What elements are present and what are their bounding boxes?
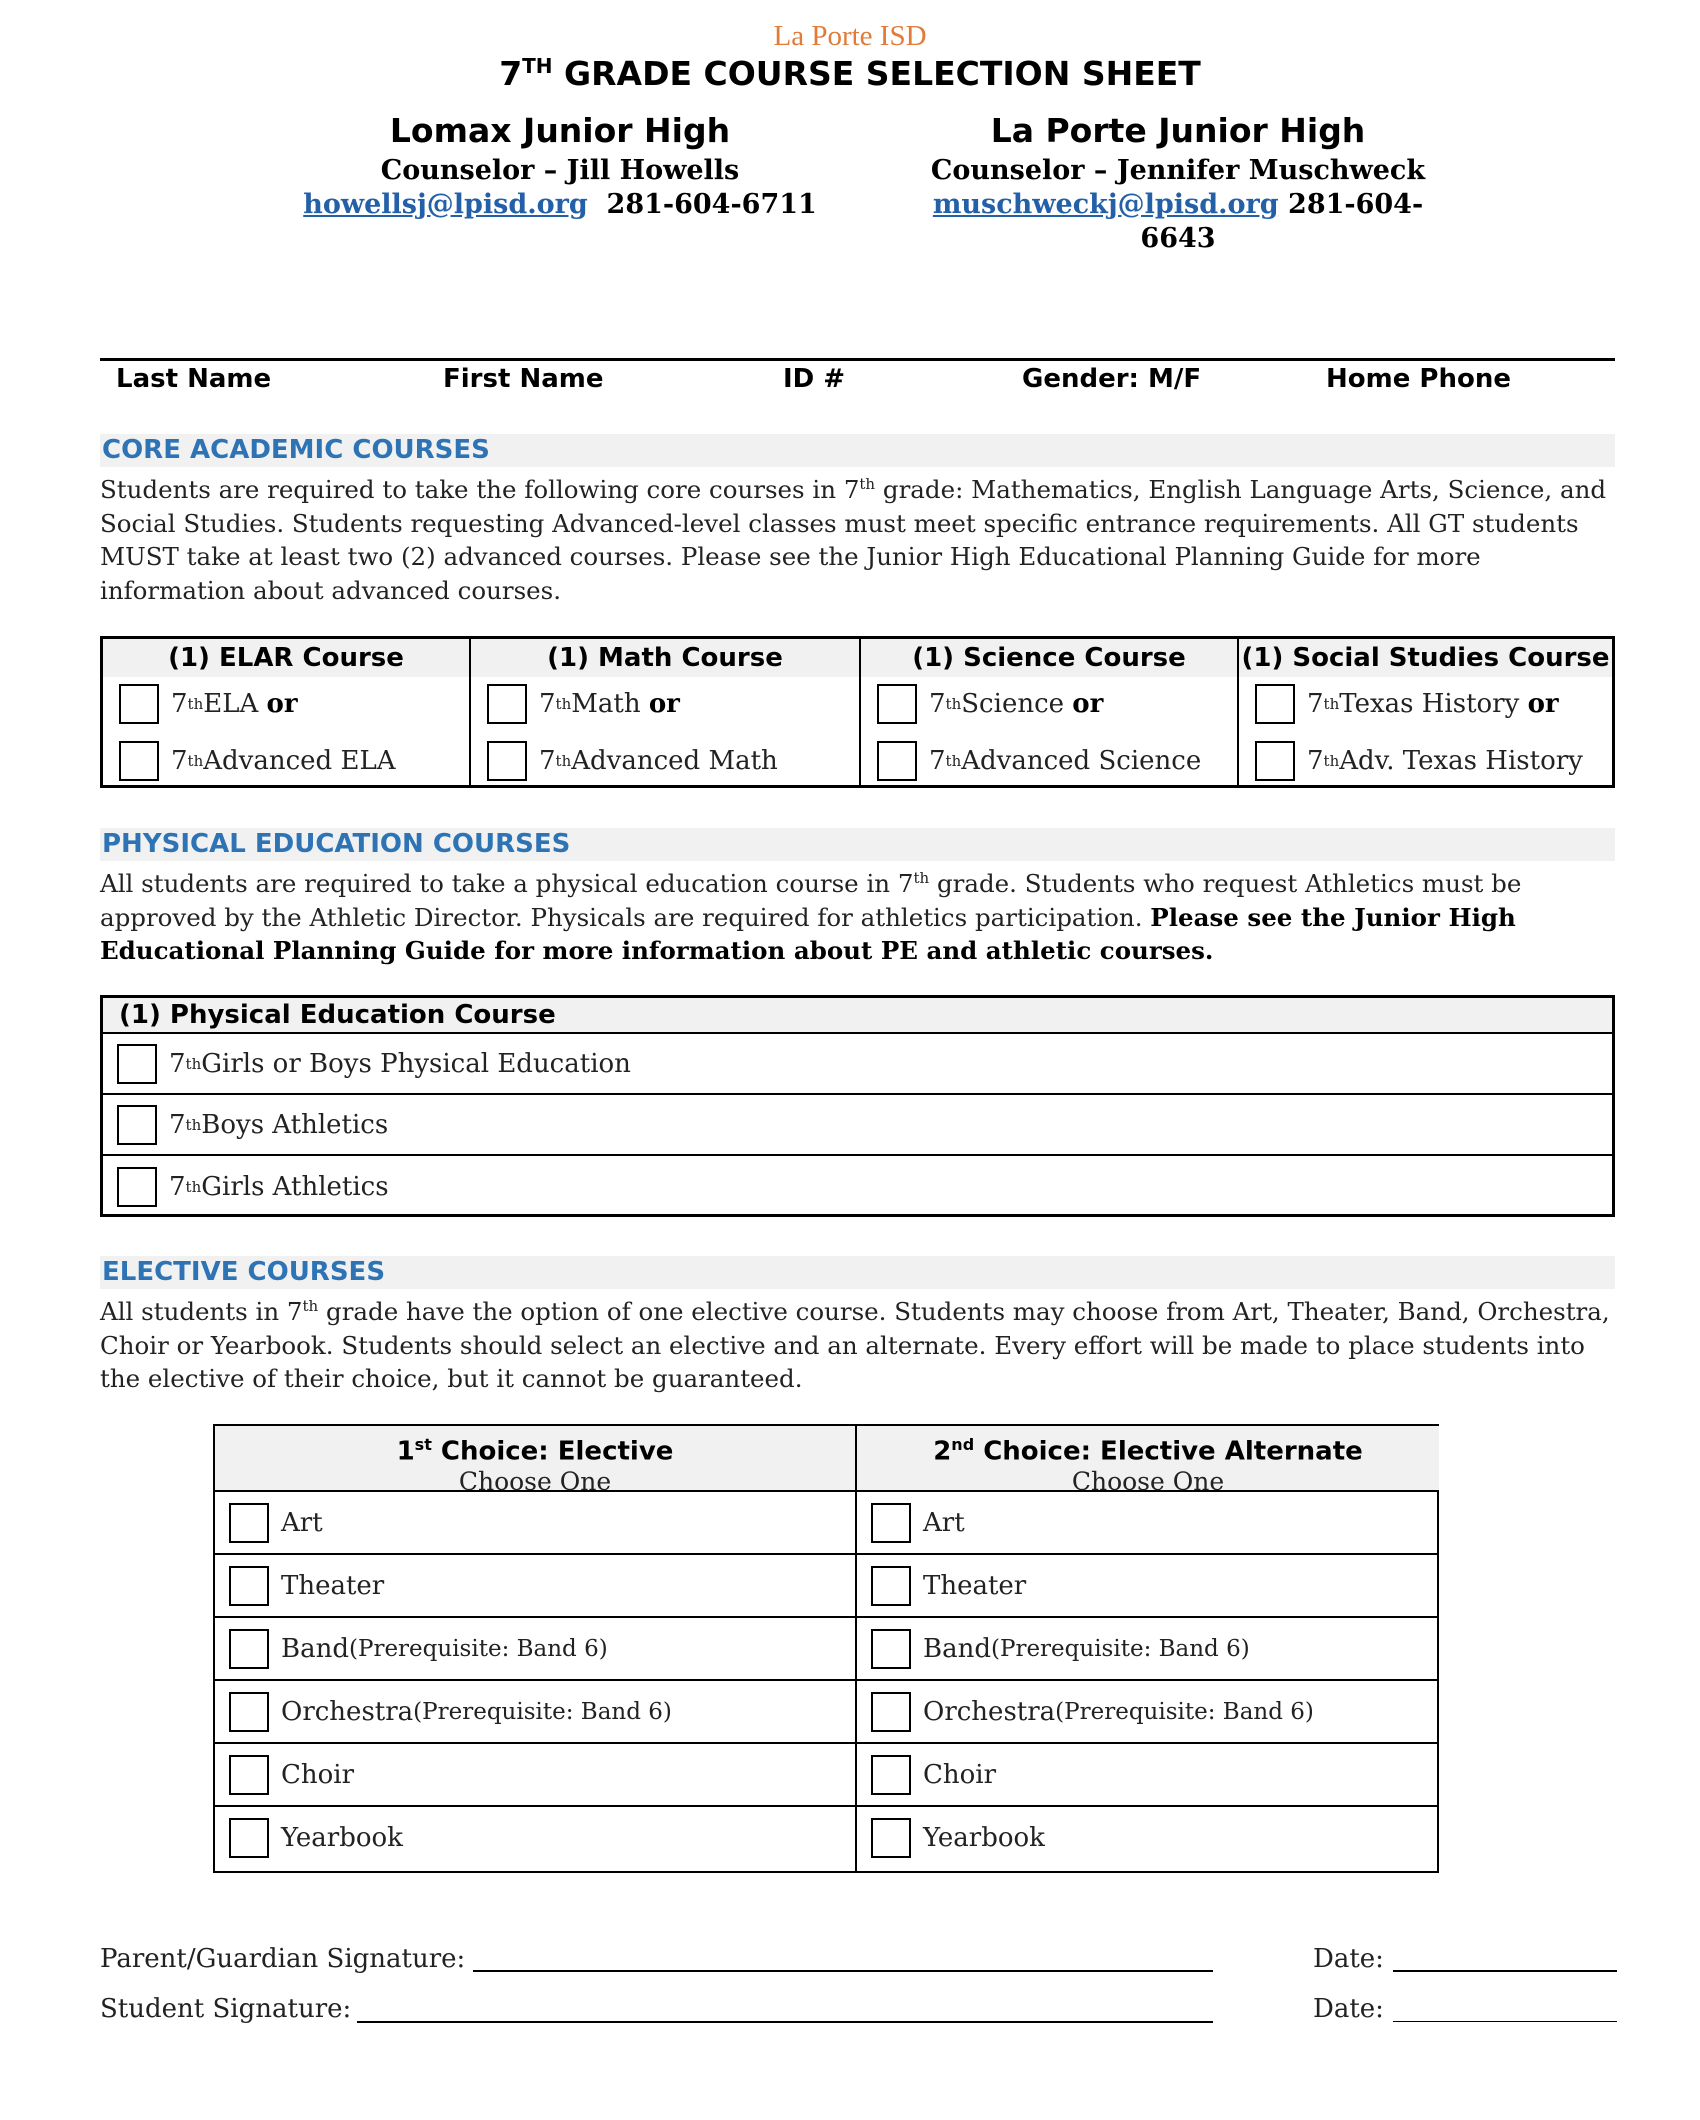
checkbox[interactable] [229,1566,269,1606]
science-option[interactable]: 7 th Science or [877,682,1103,726]
first-choice-theater[interactable]: Theater [215,1555,855,1618]
science-column [859,639,1237,785]
adv-texas-history-option[interactable]: 7 th Adv. Texas History [1255,739,1583,783]
checkbox[interactable] [871,1503,911,1543]
first-choice-band[interactable]: Band (Prerequisite: Band 6) [215,1618,855,1681]
advanced-science-option[interactable]: 7 th Advanced Science [877,739,1201,783]
first-choice-choir[interactable]: Choir [215,1744,855,1807]
school-laporte [898,108,1458,256]
second-choice-orchestra[interactable]: Orchestra (Prerequisite: Band 6) [857,1681,1439,1744]
pe-heading: PHYSICAL EDUCATION COURSES [100,828,1615,861]
district-name: La Porte ISD [773,20,927,52]
checkbox[interactable] [871,1755,911,1795]
counselor-name: Counselor – Jennifer Muschweck [930,155,1426,186]
core-heading: CORE ACADEMIC COURSES [100,434,1615,467]
second-choice-yearbook[interactable]: Yearbook [857,1807,1439,1868]
advanced-math-option[interactable]: 7 th Advanced Math [487,739,778,783]
checkbox[interactable] [871,1629,911,1669]
school-lomax [280,108,840,222]
checkbox[interactable] [871,1818,911,1858]
core-courses-table [100,636,1615,788]
first-choice-orchestra[interactable]: Orchestra (Prerequisite: Band 6) [215,1681,855,1744]
first-choice-art[interactable]: Art [215,1492,855,1555]
core-description: Students are required to take the following core courses in 7th grade: Mathematics, English Language Arts, Science, and Social Studies. Students requesting Advanced-level classes must meet specific entrance requirements. All GT students MUST take at least two (2) advanced courses. Please see the Junior High Educational Planning Guide for more information about advanced courses. [100,475,1607,605]
checkbox[interactable] [1255,684,1295,724]
checkbox[interactable] [877,741,917,781]
checkbox[interactable] [871,1566,911,1606]
checkbox[interactable] [117,1044,157,1084]
math-column [469,639,859,785]
advanced-ela-option[interactable]: 7 th Advanced ELA [119,739,395,783]
gender-label: Gender: M/F [1022,364,1202,394]
pe-option-physical-education[interactable]: 7 th Girls or Boys Physical Education [103,1034,1612,1095]
last-name-label: Last Name [116,364,272,394]
checkbox[interactable] [119,684,159,724]
checkbox[interactable] [1255,741,1295,781]
second-choice-header: 2nd Choice: Elective Alternate Choose One [857,1426,1439,1492]
counselor-phone: 281-604-6643 [1140,189,1424,254]
second-choice-theater[interactable]: Theater [857,1555,1439,1618]
first-name-label: First Name [443,364,604,394]
first-choice-yearbook[interactable]: Yearbook [215,1807,855,1868]
second-choice-band[interactable]: Band (Prerequisite: Band 6) [857,1618,1439,1681]
pe-courses-table [100,995,1615,1217]
checkbox[interactable] [877,684,917,724]
parent-date-label: Date: [1313,1944,1384,1974]
counselor-name: Counselor – Jill Howells [380,155,740,186]
column-header: (1) Social Studies Course [1239,639,1612,677]
student-signature-label: Student Signature: [100,1994,352,2024]
ela-option[interactable]: 7 th ELA or [119,682,298,726]
pe-table-header: (1) Physical Education Course [103,998,1612,1034]
math-option[interactable]: 7 th Math or [487,682,680,726]
student-signature-line[interactable] [357,2021,1213,2023]
checkbox[interactable] [487,741,527,781]
checkbox[interactable] [871,1692,911,1732]
checkbox[interactable] [487,684,527,724]
page-title: 7TH GRADE COURSE SELECTION SHEET [499,54,1201,93]
counselor-email-link[interactable]: howellsj@lpisd.org [303,189,588,220]
checkbox[interactable] [117,1105,157,1145]
checkbox[interactable] [229,1755,269,1795]
elar-column [103,639,469,785]
second-choice-art[interactable]: Art [857,1492,1439,1555]
pe-option-girls-athletics[interactable]: 7 th Girls Athletics [103,1156,1612,1217]
checkbox[interactable] [229,1818,269,1858]
checkbox[interactable] [229,1692,269,1732]
column-header: (1) Math Course [471,639,859,677]
parent-signature-label: Parent/Guardian Signature: [100,1944,466,1974]
counselor-email-link[interactable]: muschweckj@lpisd.org [932,189,1279,220]
checkbox[interactable] [229,1629,269,1669]
second-choice-choir[interactable]: Choir [857,1744,1439,1807]
first-choice-column [215,1426,855,1871]
elective-table [213,1424,1439,1873]
social-studies-column [1237,639,1612,785]
id-label: ID # [783,364,846,394]
checkbox[interactable] [119,741,159,781]
school-name: Lomax Junior High [389,111,731,150]
elective-description: All students in 7th grade have the option of one elective course. Students may choose from Art, Theater, Band, Orchestra, Choir or Yearbook. Students should select an elective and an alternate. Every effort will be made to place students into the elective of their choice, but it cannot be guaranteed. [100,1297,1610,1394]
counselor-phone: 281-604-6711 [606,189,817,220]
texas-history-option[interactable]: 7 th Texas History or [1255,682,1559,726]
student-date-line[interactable] [1393,2021,1617,2022]
student-info-line[interactable] [100,358,1615,361]
column-header: (1) Science Course [861,639,1237,677]
pe-description: All students are required to take a physical education course in 7th grade. Students who request Athletics must be approved by the Athletic Director. Physicals are required for athletics participation. Please see the Junior High Educational Planning Guide for more information about PE and athletic courses. [100,869,1522,966]
first-choice-header: 1st Choice: Elective Choose One [215,1426,855,1492]
school-name: La Porte Junior High [990,111,1366,150]
pe-option-boys-athletics[interactable]: 7 th Boys Athletics [103,1095,1612,1156]
second-choice-column [855,1426,1439,1871]
column-header: (1) ELAR Course [103,639,469,677]
parent-date-line[interactable] [1393,1970,1617,1972]
parent-signature-line[interactable] [473,1970,1213,1972]
checkbox[interactable] [117,1167,157,1207]
checkbox[interactable] [229,1503,269,1543]
home-phone-label: Home Phone [1326,364,1511,394]
elective-heading: ELECTIVE COURSES [100,1256,1615,1289]
student-date-label: Date: [1313,1994,1384,2024]
